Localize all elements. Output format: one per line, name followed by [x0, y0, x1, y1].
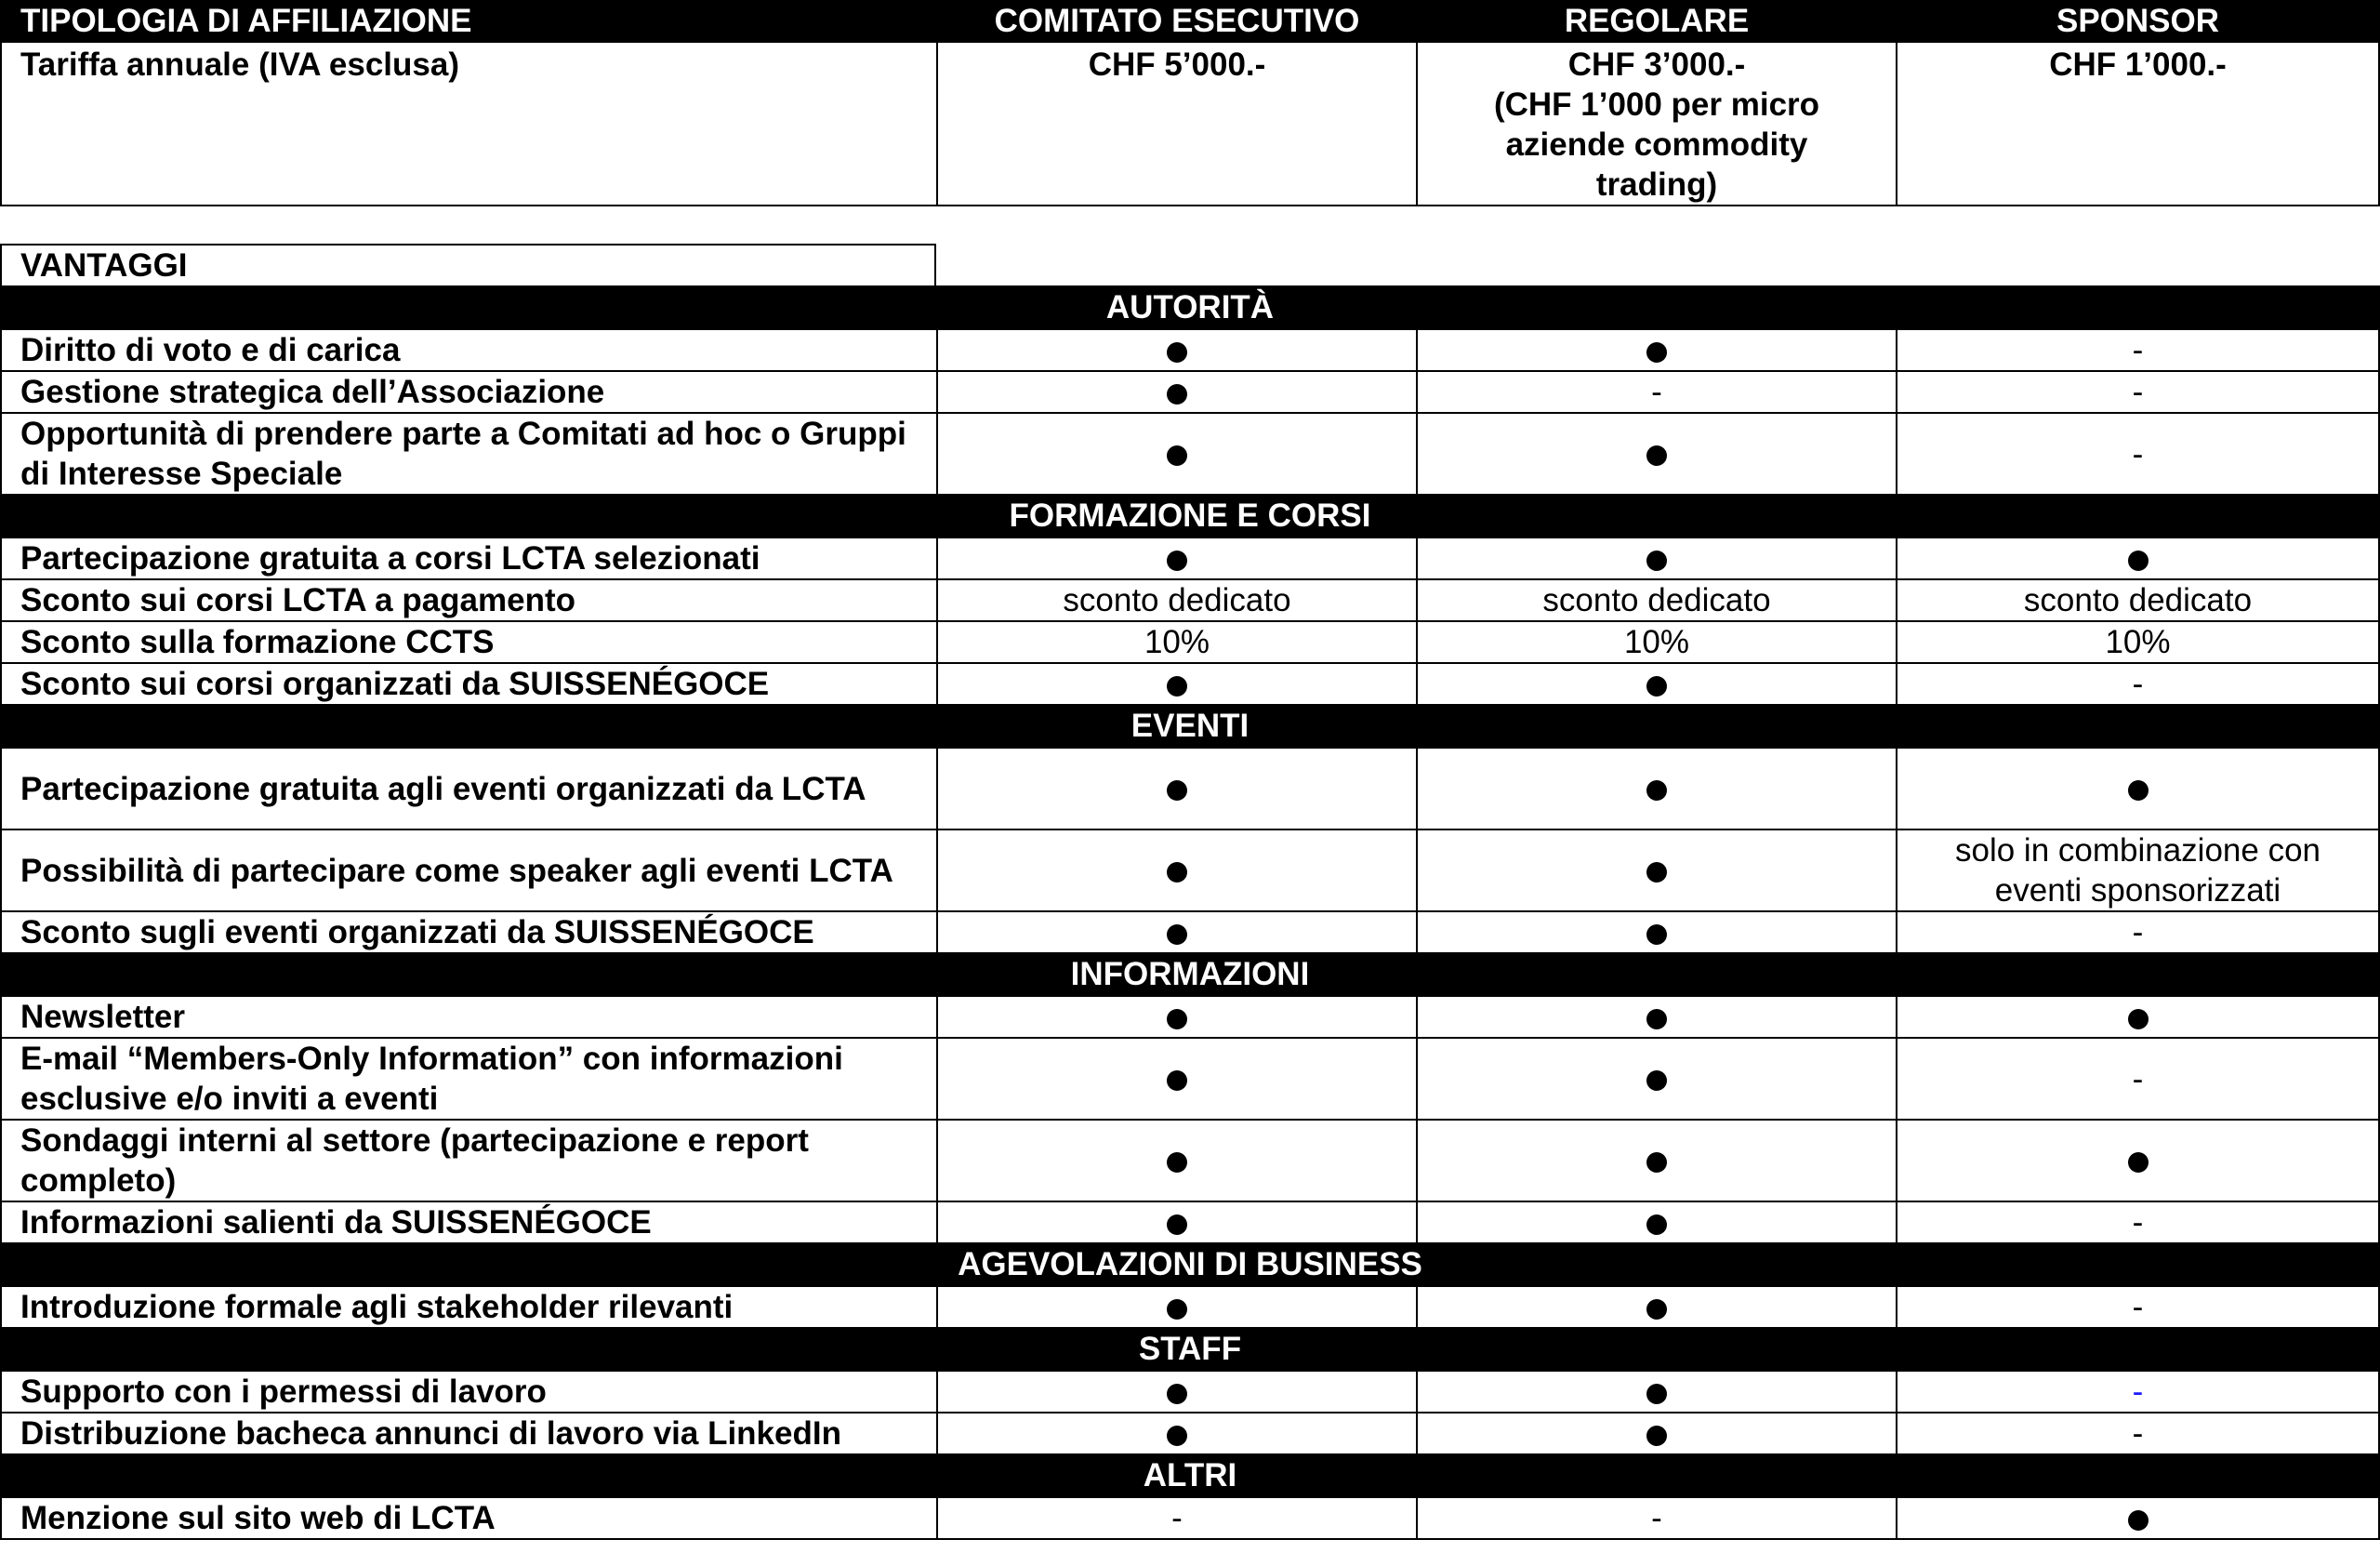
- benefit-cell-sponsor: [1897, 1120, 2379, 1201]
- benefits-table: [0, 285, 2380, 1540]
- vantaggi-heading: VANTAGGI: [0, 244, 936, 286]
- benefit-cell-executive: [937, 663, 1417, 705]
- included-bullet-icon: [1646, 1152, 1667, 1173]
- included-bullet-icon: [1167, 1070, 1187, 1091]
- not-included-dash: -: [1651, 374, 1662, 410]
- fee-sponsor-amount: CHF 1’000.-: [2049, 46, 2227, 83]
- included-bullet-icon: [1646, 1384, 1667, 1404]
- benefit-cell-executive: [937, 1286, 1417, 1328]
- benefit-label: Gestione strategica dell’Associazione: [1, 371, 937, 413]
- benefit-cell-sponsor: [1897, 829, 2379, 911]
- benefit-row: [1, 1286, 2379, 1328]
- column-heading-sponsor: SPONSOR: [1897, 1, 2379, 42]
- benefit-label: Sconto sui corsi LCTA a pagamento: [1, 579, 937, 621]
- benefit-cell-executive: [937, 1413, 1417, 1454]
- benefit-cell-executive: [937, 748, 1417, 829]
- not-included-dash: -: [1651, 1500, 1662, 1536]
- benefit-cell-regular: [1417, 537, 1897, 579]
- membership-header-table: [0, 0, 2380, 206]
- benefit-cell-sponsor: [1897, 579, 2379, 621]
- included-bullet-icon: [1646, 445, 1667, 466]
- benefit-label: Sondaggi interni al settore (partecipazione e report completo): [1, 1120, 937, 1201]
- benefit-value-text: solo in combinazione con eventi sponsorizzati: [1954, 832, 2320, 909]
- included-bullet-icon: [1646, 1009, 1667, 1029]
- fee-regular: [1417, 42, 1897, 206]
- not-included-dash: -: [2132, 1289, 2144, 1325]
- benefit-cell-executive: [937, 537, 1417, 579]
- section-header-row: [1, 1328, 2379, 1371]
- included-bullet-icon: [1646, 1426, 1667, 1446]
- benefit-label: Sconto sulla formazione CCTS: [1, 621, 937, 663]
- benefit-cell-regular: [1417, 911, 1897, 953]
- section-title: FORMAZIONE E CORSI: [1, 495, 2379, 537]
- benefit-cell-regular: [1417, 371, 1897, 413]
- included-bullet-icon: [1646, 862, 1667, 883]
- benefit-value-text: sconto dedicato: [2023, 582, 2253, 618]
- section-header-row: [1, 495, 2379, 537]
- included-bullet-icon: [1167, 1384, 1187, 1404]
- benefit-cell-sponsor: [1897, 413, 2379, 495]
- benefit-cell-sponsor: [1897, 911, 2379, 953]
- header-row: [1, 1, 2379, 42]
- benefit-row: [1, 748, 2379, 829]
- benefit-cell-executive: [937, 371, 1417, 413]
- included-bullet-icon: [1167, 1152, 1187, 1173]
- fee-sponsor: [1897, 42, 2379, 206]
- benefit-cell-executive: [937, 1497, 1417, 1539]
- not-included-dash: -: [2132, 435, 2144, 472]
- benefit-cell-executive: [937, 996, 1417, 1038]
- included-bullet-icon: [2128, 1009, 2149, 1029]
- not-included-dash: -: [2132, 1374, 2144, 1410]
- benefit-row: [1, 663, 2379, 705]
- section-header-row: [1, 1454, 2379, 1497]
- benefit-row: [1, 1497, 2379, 1539]
- included-bullet-icon: [1646, 342, 1667, 363]
- benefit-cell-sponsor: [1897, 1286, 2379, 1328]
- included-bullet-icon: [1646, 924, 1667, 945]
- fee-executive: [937, 42, 1417, 206]
- benefit-label: Opportunità di prendere parte a Comitati ad hoc o Gruppi di Interesse Speciale: [1, 413, 937, 495]
- benefit-row: [1, 329, 2379, 371]
- benefits-body: [1, 286, 2379, 1539]
- not-included-dash: -: [2132, 332, 2144, 368]
- benefit-row: [1, 371, 2379, 413]
- included-bullet-icon: [1167, 1299, 1187, 1320]
- benefit-row: [1, 911, 2379, 953]
- benefit-cell-regular: [1417, 1201, 1897, 1243]
- benefit-cell-regular: [1417, 1413, 1897, 1454]
- benefit-cell-executive: [937, 621, 1417, 663]
- benefit-cell-sponsor: [1897, 663, 2379, 705]
- benefit-cell-regular: [1417, 1497, 1897, 1539]
- included-bullet-icon: [1167, 384, 1187, 405]
- fee-regular-note: (CHF 1’000 per micro aziende commodity trading): [1493, 86, 1820, 203]
- benefit-cell-executive: [937, 829, 1417, 911]
- benefit-cell-executive: [937, 579, 1417, 621]
- benefit-cell-regular: [1417, 1120, 1897, 1201]
- included-bullet-icon: [1167, 676, 1187, 697]
- benefit-value-text: 10%: [2105, 624, 2171, 660]
- benefit-cell-sponsor: [1897, 1371, 2379, 1413]
- benefit-label: Sconto sugli eventi organizzati da SUISSENÉGOCE: [1, 911, 937, 953]
- benefit-row: [1, 1201, 2379, 1243]
- section-title: STAFF: [1, 1328, 2379, 1371]
- benefit-cell-executive: [937, 911, 1417, 953]
- benefit-label: Distribuzione bacheca annunci di lavoro via LinkedIn: [1, 1413, 937, 1454]
- benefit-row: [1, 829, 2379, 911]
- benefit-value-text: 10%: [1144, 624, 1210, 660]
- benefit-cell-regular: [1417, 1371, 1897, 1413]
- section-header-row: [1, 953, 2379, 996]
- not-included-dash: -: [1171, 1500, 1183, 1536]
- section-header-row: [1, 286, 2379, 329]
- benefit-label: Introduzione formale agli stakeholder rilevanti: [1, 1286, 937, 1328]
- column-heading-executive: COMITATO ESECUTIVO: [937, 1, 1417, 42]
- included-bullet-icon: [1646, 1299, 1667, 1320]
- not-included-dash: -: [2132, 1060, 2144, 1097]
- not-included-dash: -: [2132, 1204, 2144, 1241]
- benefit-row: [1, 996, 2379, 1038]
- benefit-cell-regular: [1417, 329, 1897, 371]
- included-bullet-icon: [1167, 924, 1187, 945]
- benefit-label: Newsletter: [1, 996, 937, 1038]
- benefit-cell-sponsor: [1897, 996, 2379, 1038]
- included-bullet-icon: [1646, 780, 1667, 801]
- included-bullet-icon: [1167, 862, 1187, 883]
- included-bullet-icon: [2128, 1510, 2149, 1531]
- benefit-label: Partecipazione gratuita agli eventi organizzati da LCTA: [1, 748, 937, 829]
- benefit-cell-sponsor: [1897, 329, 2379, 371]
- benefit-label: Partecipazione gratuita a corsi LCTA selezionati: [1, 537, 937, 579]
- included-bullet-icon: [1646, 1070, 1667, 1091]
- included-bullet-icon: [2128, 551, 2149, 571]
- benefit-cell-regular: [1417, 663, 1897, 705]
- section-title: ALTRI: [1, 1454, 2379, 1497]
- included-bullet-icon: [2128, 780, 2149, 801]
- not-included-dash: -: [2132, 914, 2144, 950]
- benefit-row: [1, 621, 2379, 663]
- benefit-cell-regular: [1417, 413, 1897, 495]
- included-bullet-icon: [1167, 551, 1187, 571]
- benefit-cell-regular: [1417, 1038, 1897, 1120]
- column-heading-regular: REGOLARE: [1417, 1, 1897, 42]
- section-title: INFORMAZIONI: [1, 953, 2379, 996]
- benefit-cell-sponsor: [1897, 748, 2379, 829]
- benefit-row: [1, 1371, 2379, 1413]
- benefit-label: Supporto con i permessi di lavoro: [1, 1371, 937, 1413]
- included-bullet-icon: [1167, 1009, 1187, 1029]
- not-included-dash: -: [2132, 1415, 2144, 1452]
- benefit-cell-regular: [1417, 1286, 1897, 1328]
- benefit-label: Informazioni salienti da SUISSENÉGOCE: [1, 1201, 937, 1243]
- section-title: AGEVOLAZIONI DI BUSINESS: [1, 1243, 2379, 1286]
- benefit-cell-regular: [1417, 748, 1897, 829]
- fee-row: [1, 42, 2379, 206]
- benefit-value-text: sconto dedicato: [1063, 582, 1291, 618]
- included-bullet-icon: [1167, 1426, 1187, 1446]
- benefit-cell-executive: [937, 1120, 1417, 1201]
- benefit-row: [1, 1413, 2379, 1454]
- benefit-cell-executive: [937, 1201, 1417, 1243]
- membership-type-heading: TIPOLOGIA DI AFFILIAZIONE: [1, 1, 937, 42]
- included-bullet-icon: [1646, 551, 1667, 571]
- benefit-cell-regular: [1417, 621, 1897, 663]
- benefit-cell-sponsor: [1897, 1413, 2379, 1454]
- benefit-cell-executive: [937, 329, 1417, 371]
- benefit-value-text: sconto dedicato: [1542, 582, 1771, 618]
- fee-regular-amount: CHF 3’000.-: [1567, 46, 1746, 83]
- benefit-row: [1, 579, 2379, 621]
- benefit-label: Diritto di voto e di carica: [1, 329, 937, 371]
- benefit-cell-sponsor: [1897, 537, 2379, 579]
- benefit-row: [1, 413, 2379, 495]
- benefit-row: [1, 537, 2379, 579]
- benefit-cell-sponsor: [1897, 621, 2379, 663]
- benefit-cell-executive: [937, 1038, 1417, 1120]
- section-title: AUTORITÀ: [1, 286, 2379, 329]
- benefit-cell-executive: [937, 413, 1417, 495]
- benefit-cell-sponsor: [1897, 1201, 2379, 1243]
- benefit-cell-executive: [937, 1371, 1417, 1413]
- benefit-row: [1, 1120, 2379, 1201]
- benefit-value-text: 10%: [1623, 624, 1690, 660]
- benefit-label: Sconto sui corsi organizzati da SUISSENÉGOCE: [1, 663, 937, 705]
- not-included-dash: -: [2132, 666, 2144, 702]
- benefit-cell-regular: [1417, 996, 1897, 1038]
- not-included-dash: -: [2132, 374, 2144, 410]
- benefit-cell-regular: [1417, 579, 1897, 621]
- section-title: EVENTI: [1, 705, 2379, 748]
- included-bullet-icon: [1167, 342, 1187, 363]
- included-bullet-icon: [1167, 780, 1187, 801]
- benefit-label: Possibilità di partecipare come speaker agli eventi LCTA: [1, 829, 937, 911]
- fee-executive-amount: CHF 5’000.-: [1088, 46, 1266, 83]
- included-bullet-icon: [1646, 1214, 1667, 1235]
- included-bullet-icon: [1167, 445, 1187, 466]
- benefit-label: Menzione sul sito web di LCTA: [1, 1497, 937, 1539]
- included-bullet-icon: [1646, 676, 1667, 697]
- fee-label: Tariffa annuale (IVA esclusa): [1, 42, 937, 206]
- benefit-cell-sponsor: [1897, 371, 2379, 413]
- section-header-row: [1, 705, 2379, 748]
- benefit-cell-sponsor: [1897, 1038, 2379, 1120]
- benefit-row: [1, 1038, 2379, 1120]
- benefit-label: E-mail “Members-Only Information” con informazioni esclusive e/o inviti a eventi: [1, 1038, 937, 1120]
- section-header-row: [1, 1243, 2379, 1286]
- benefit-cell-regular: [1417, 829, 1897, 911]
- included-bullet-icon: [2128, 1152, 2149, 1173]
- benefit-cell-sponsor: [1897, 1497, 2379, 1539]
- included-bullet-icon: [1167, 1214, 1187, 1235]
